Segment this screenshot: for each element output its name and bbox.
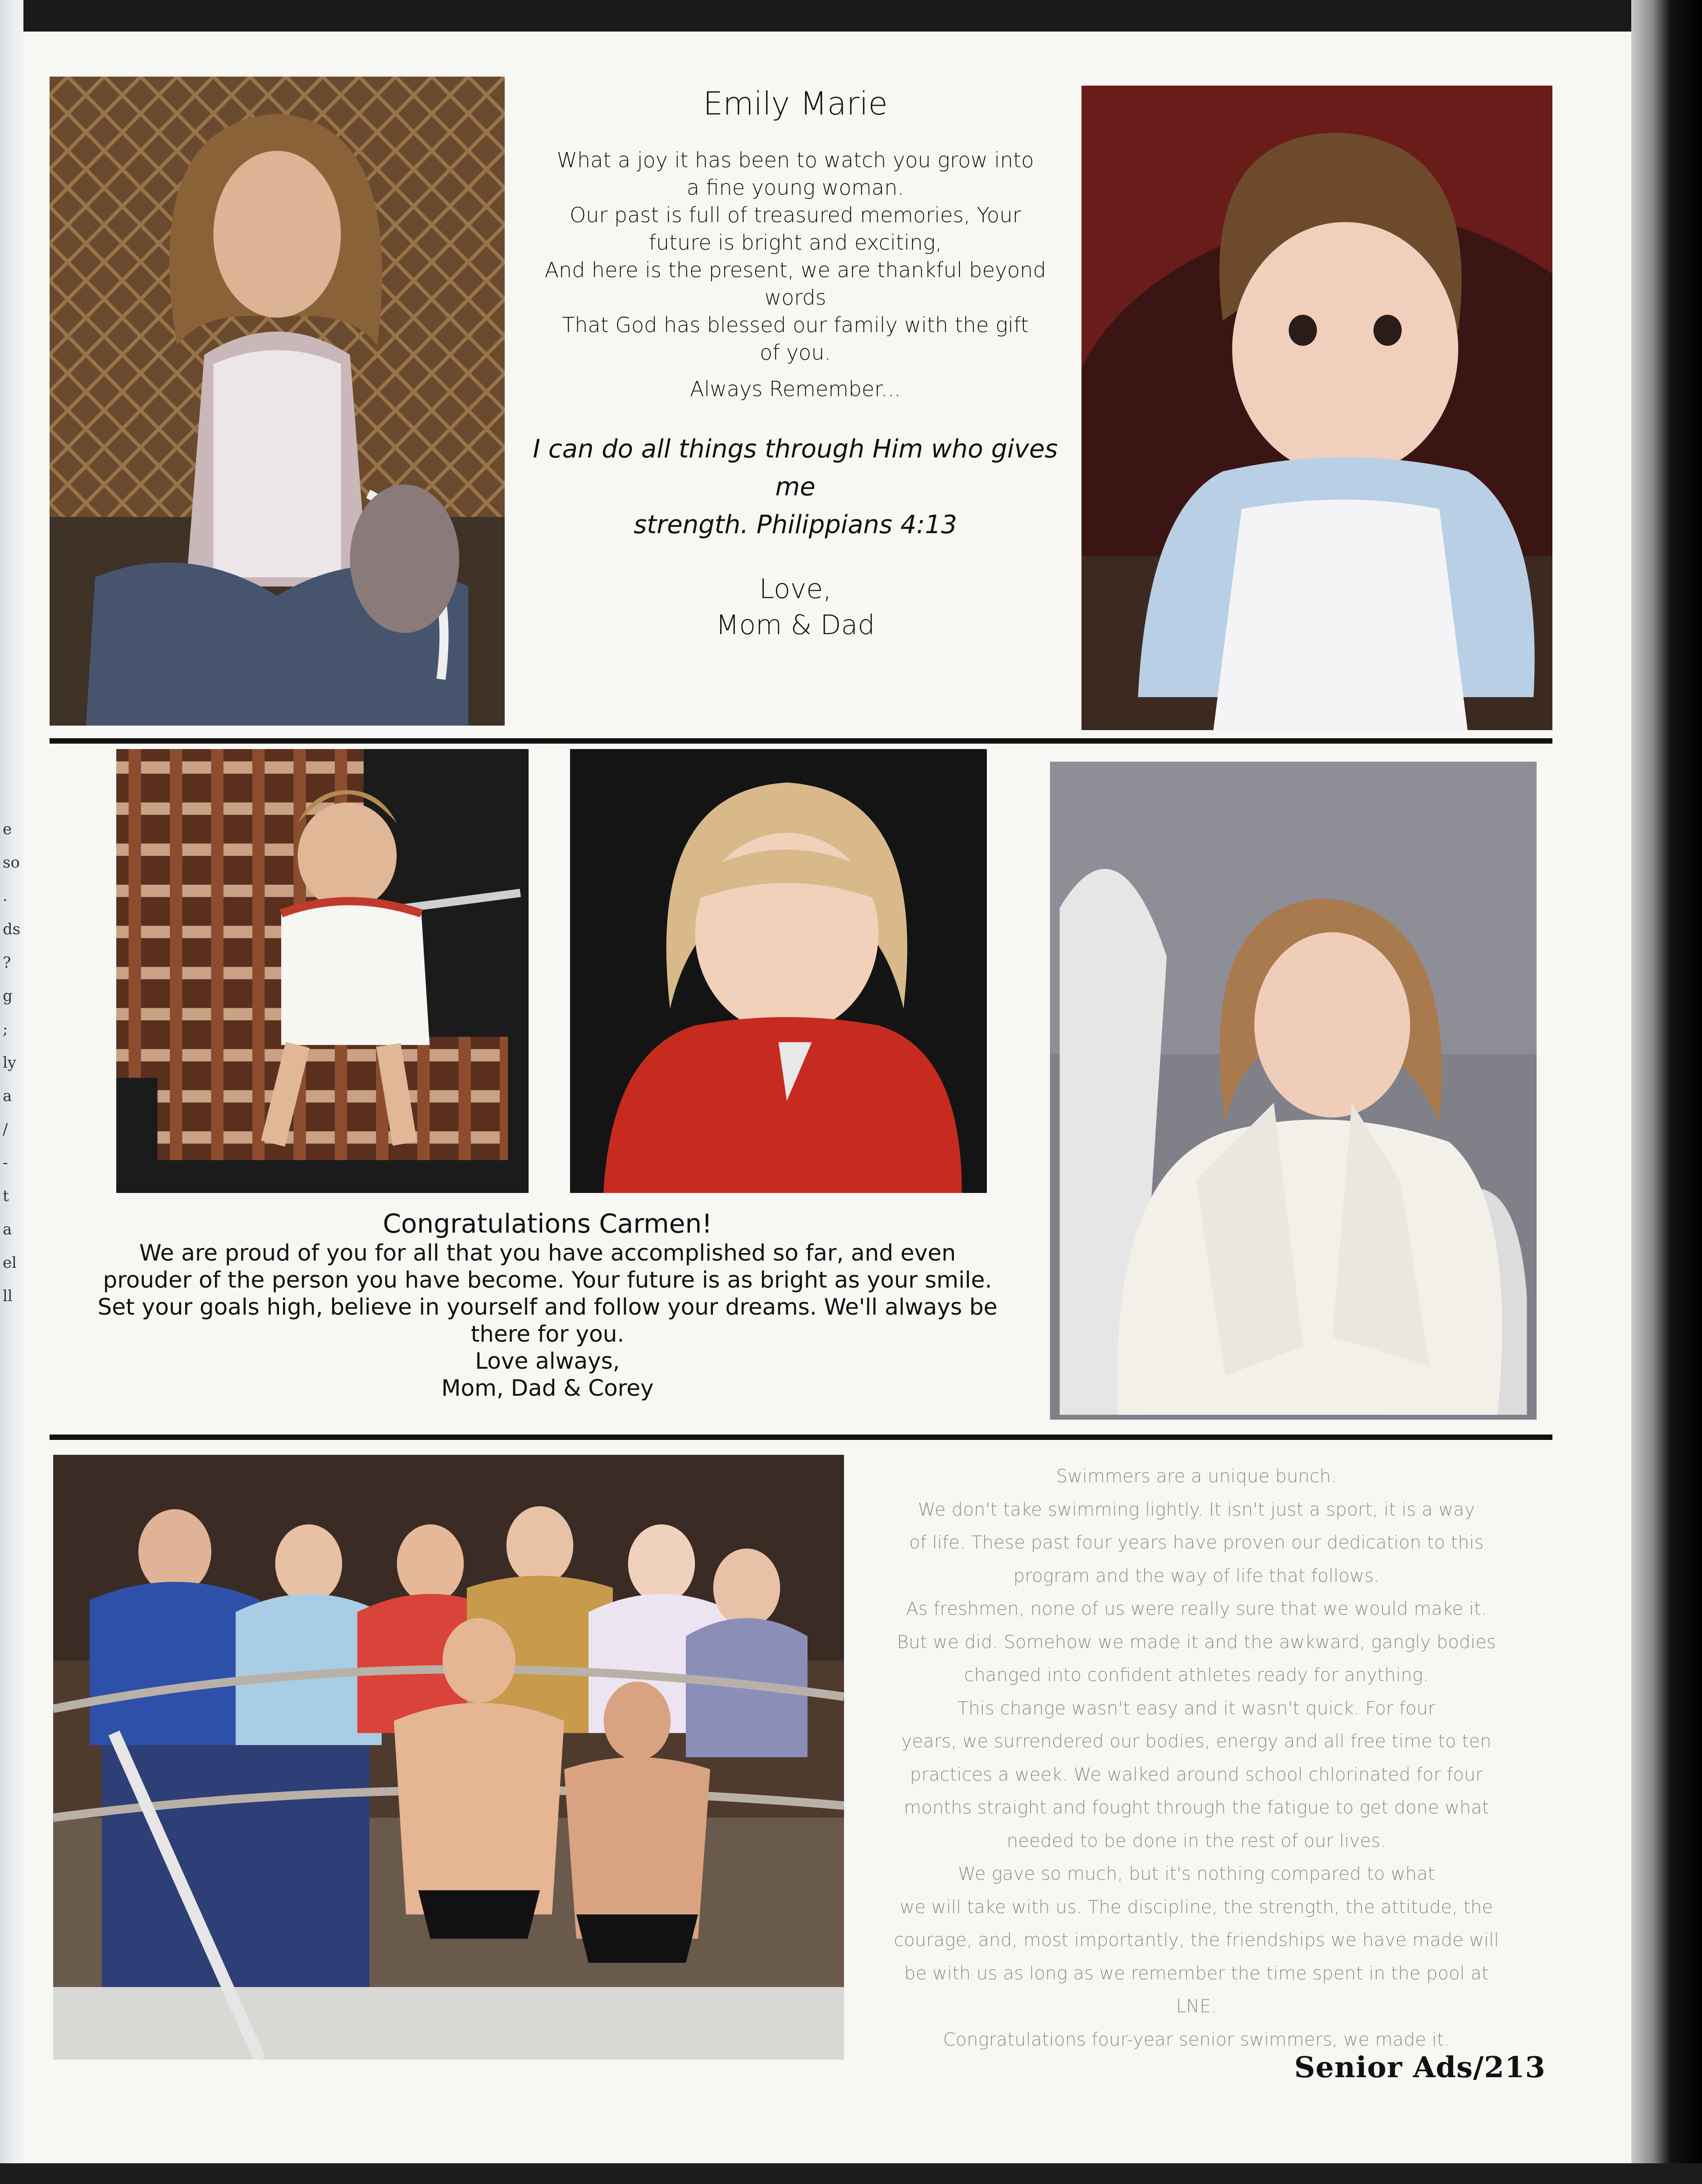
emily-line: And here is the present, we are thankful beyond [544,258,1046,282]
swimmers-line: As freshmen, none of us were really sure that we would make it. [906,1599,1487,1619]
section-divider [50,738,1552,744]
swimmers-signoff: Congratulations four-year senior swimmers, we made it. [943,2029,1450,2050]
carmen-senior-portrait [1050,762,1537,1420]
section-divider [50,1435,1552,1440]
emily-line: That God has blessed our family with the gift [562,313,1029,337]
emily-toddler-photo [1081,86,1552,730]
swimmers-line: months straight and fought through the fatigue to get done what [903,1797,1489,1818]
emily-title: Emily Marie [703,85,888,122]
emily-spacer [516,403,1075,430]
emily-verse: strength. Philippians 4:13 [634,510,957,539]
emily-line: of you. [759,340,831,365]
carmen-line: prouder of the person you have become. Your future is as bright as your smile. [103,1267,992,1293]
page-folio: Senior Ads/213 [1294,2051,1546,2084]
swimmers-line: needed to be done in the rest of our lives. [1006,1830,1387,1851]
carmen-signoff: Love always, [475,1348,620,1374]
binding-edge-right [1631,0,1702,2184]
emily-signoff: Mom & Dad [716,609,875,641]
emily-signoff: Love, [759,573,832,605]
swimmers-line: courage, and, most importantly, the friendships we have made will [894,1930,1499,1951]
carmen-line: We are proud of you for all that you have accomplished so far, and even [139,1240,956,1266]
swimmers-line: We don't take swimming lightly. It isn't just a sport, it is a way [917,1499,1475,1520]
emily-line: Always Remember... [689,377,901,401]
emily-spacer [516,544,1075,571]
emily-verse: I can do all things through Him who gives me [533,434,1058,502]
emily-message [516,79,1075,643]
swimmers-line: This change wasn't easy and it wasn't quick. For four [957,1698,1436,1719]
scan-bottom-edge [0,2163,1702,2184]
swimmers-line: changed into confident athletes ready for anything. [964,1665,1429,1686]
carmen-line: Set your goals high, believe in yourself and follow your dreams. We'll always be [97,1294,998,1320]
carmen-signoff: Mom, Dad & Corey [441,1375,654,1401]
emily-line: future is bright and exciting, [648,230,942,255]
senior-swimmers-group-photo [53,1455,844,2060]
carmen-line: there for you. [470,1321,625,1347]
carmen-message [45,1208,1050,1402]
emily-line: a fine young woman. [686,175,904,200]
swimmers-line: But we did. Somehow we made it and the awkward, gangly bodies [897,1631,1496,1653]
swimmers-line: program and the way of life that follows. [1013,1565,1380,1586]
swimmers-line: practices a week. We walked around school chlorinated for four [910,1764,1483,1785]
swimmers-message [858,1460,1534,2056]
emily-senior-portrait [50,77,505,726]
swimmers-line: we will take with us. The discipline, the strength, the attitude, the [899,1896,1493,1918]
scan-top-edge [0,0,1702,32]
swimmers-line: We gave so much, but it's nothing compared to what [958,1864,1435,1884]
swimmers-line: be with us as long as we remember the time spent in the pool at [904,1963,1489,1984]
carmen-title: Congratulations Carmen! [383,1208,712,1239]
emily-line: words [764,285,826,310]
facing-page-fragments: e so . ds ? g ; ly a / - t a el ll [3,820,21,1305]
swimmers-line: of life. These past four years have proven our dedication to this [909,1532,1484,1553]
emily-line: What a joy it has been to watch you grow into [557,148,1034,172]
swimmers-line: years, we surrendered our bodies, energy and all free time to ten [901,1731,1492,1752]
carmen-chair-photo [116,749,529,1193]
emily-line: Our past is full of treasured memories, Your [570,203,1021,227]
swimmers-title: Swimmers are a unique bunch. [1056,1466,1337,1487]
carmen-red-sweater-photo [570,749,987,1193]
swimmers-line: LNE. [1176,1996,1217,2017]
